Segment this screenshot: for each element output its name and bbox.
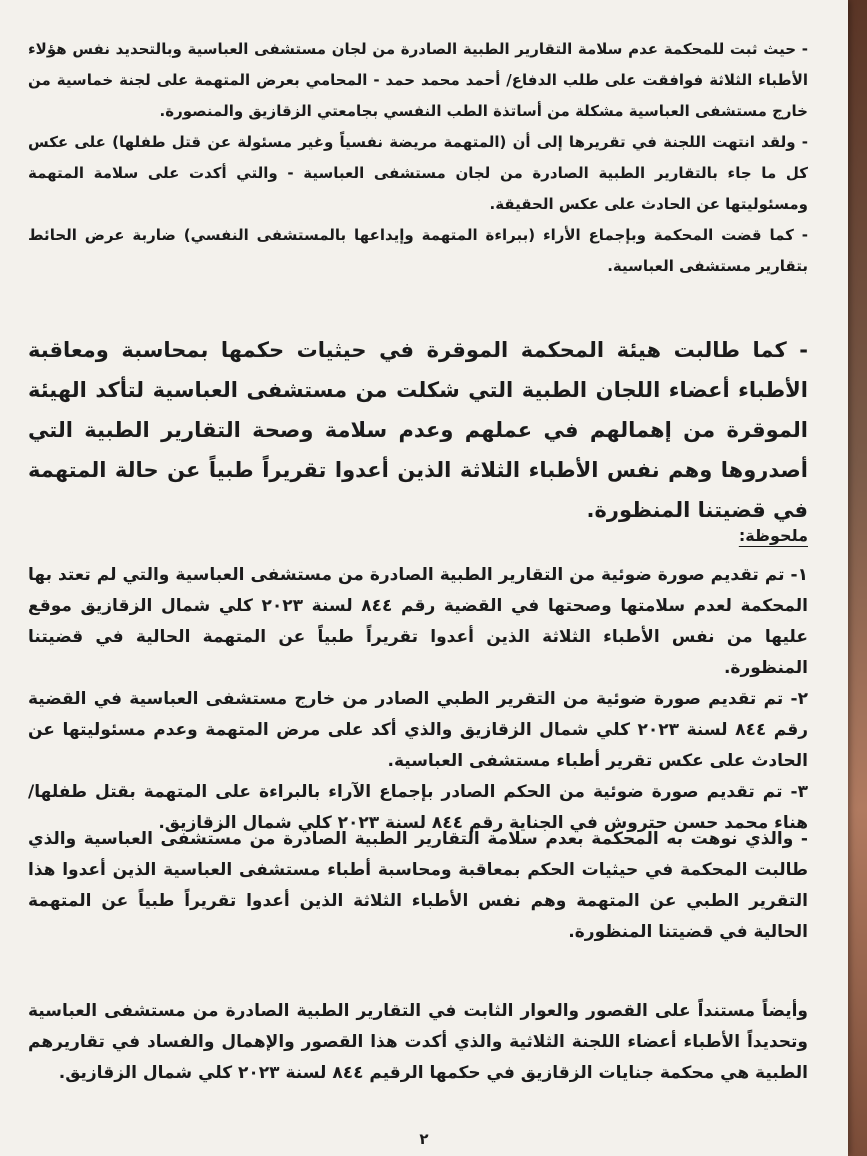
top-section: [28, 34, 808, 282]
paragraph-final: وأيضاً مستنداً على القصور والعوار الثابت في التقارير الطبية الصادرة من مستشفى العباسية وتحديداً الأطباء أعضاء اللجنة الثلاثية والذي أكدت هذا القصور والإهمال والفساد في تقاريرهم الطبية هي محكمة جنايات الزقازيق في حكمها الرقيم ٨٤٤ لسنة ٢٠٢٣ كلي شمال الزقازيق.: [28, 1001, 808, 1083]
paragraph-court-ruling: - كما قضت المحكمة وبإجماع الأراء (ببراءة المتهمة وإيداعها بالمستشفى النفسي) ضاربة عرض الحائط بتقارير مستشفى العباسية.: [28, 220, 808, 282]
notes-section: [28, 560, 808, 839]
large-section: [28, 330, 808, 530]
page-number: ٢: [419, 1130, 429, 1148]
paragraph-lawyer-request: - حيث ثبت للمحكمة عدم سلامة التقارير الطبية الصادرة من لجان مستشفى العباسية وبالتحديد نفس هؤلاء الأطباء الثلاثة فوافقت على طلب الدفاع/ أحمد محمد حمد - المحامي بعرض المتهمة على لجنة خماسية من خارج مستشفى العباسية مشكلة من أساتذة الطب النفسي بجامعتي الزقازيق والمنصورة.: [28, 34, 808, 127]
note-item-3: ٣- تم تقديم صورة ضوئية من الحكم الصادر بإجماع الآراء بالبراءة على المتهمة بقتل طفلها/ هناء محمد حسن حتروش في الجناية رقم ٨٤٤ لسنة ٢٠٢٣ كلي شمال الزقازيق.: [28, 782, 808, 833]
after-notes-section: [28, 824, 808, 948]
note-title: ملحوظة:: [738, 526, 808, 545]
note-item-2: ٢- تم تقديم صورة ضوئية من التقرير الطبي الصادر من خارج مستشفى العباسية في القضية رقم ٨٤٤ لسنة ٢٠٢٣ كلي شمال الزقازيق والذي أكد على مرض المتهمة وعدم مسئوليتها عن الحادث على عكس تقرير أطباء مستشفى العباسية.: [28, 689, 808, 771]
note-item-1: ١- تم تقديم صورة ضوئية من التقارير الطبية الصادرة من مستشفى العباسية والتي لم تعتد بها المحكمة لعدم سلامتها وصحتها في القضية رقم ٨٤٤ لسنة ٢٠٢٣ كلي شمال الزقازيق موقع عليها من نفس الأطباء الثلاثة الذين أعدوا تقريراً طبياً عن المتهمة الحالية في قضيتنا المنظورة.: [28, 565, 809, 678]
final-section: [28, 996, 808, 1089]
paragraph-court-demand: - كما طالبت هيئة المحكمة الموقرة في حيثيات حكمها بمحاسبة ومعاقبة الأطباء أعضاء اللجان الطبية التي شكلت من مستشفى العباسية لتأكد الهيئة الموقرة من إهمالهم في عملهم وعدم سلامة وصحة التقارير الطبية التي أصدروها وهم نفس الأطباء الثلاثة الذين أعدوا تقريراً طبياً عن حالة المتهمة في قضيتنا المنظورة.: [28, 330, 808, 530]
paragraph-committee-finding: - ولقد انتهت اللجنة في تقريرها إلى أن (المتهمة مريضة نفسياً وغير مسئولة عن قتل طفلها) على عكس كل ما جاء بالتقارير الطبية الصادرة من لجان مستشفى العباسية - والتي أكدت على سلامة المتهمة ومسئوليتها عن الحادث على عكس الحقيقة.: [28, 127, 808, 220]
paragraph-court-notice: - والذي نوهت به المحكمة بعدم سلامة التقارير الطبية الصادرة من مستشفى العباسية والذي طالبت المحكمة في حيثيات الحكم بمعاقبة ومحاسبة أطباء مستشفى العباسية الذين أعدوا هذا التقرير الطبي عن المتهمة وهم نفس الأطباء الثلاثة الذين أعدوا تقريراً طبياً عن المتهمة الحالية في قضيتنا المنظورة.: [28, 824, 808, 948]
